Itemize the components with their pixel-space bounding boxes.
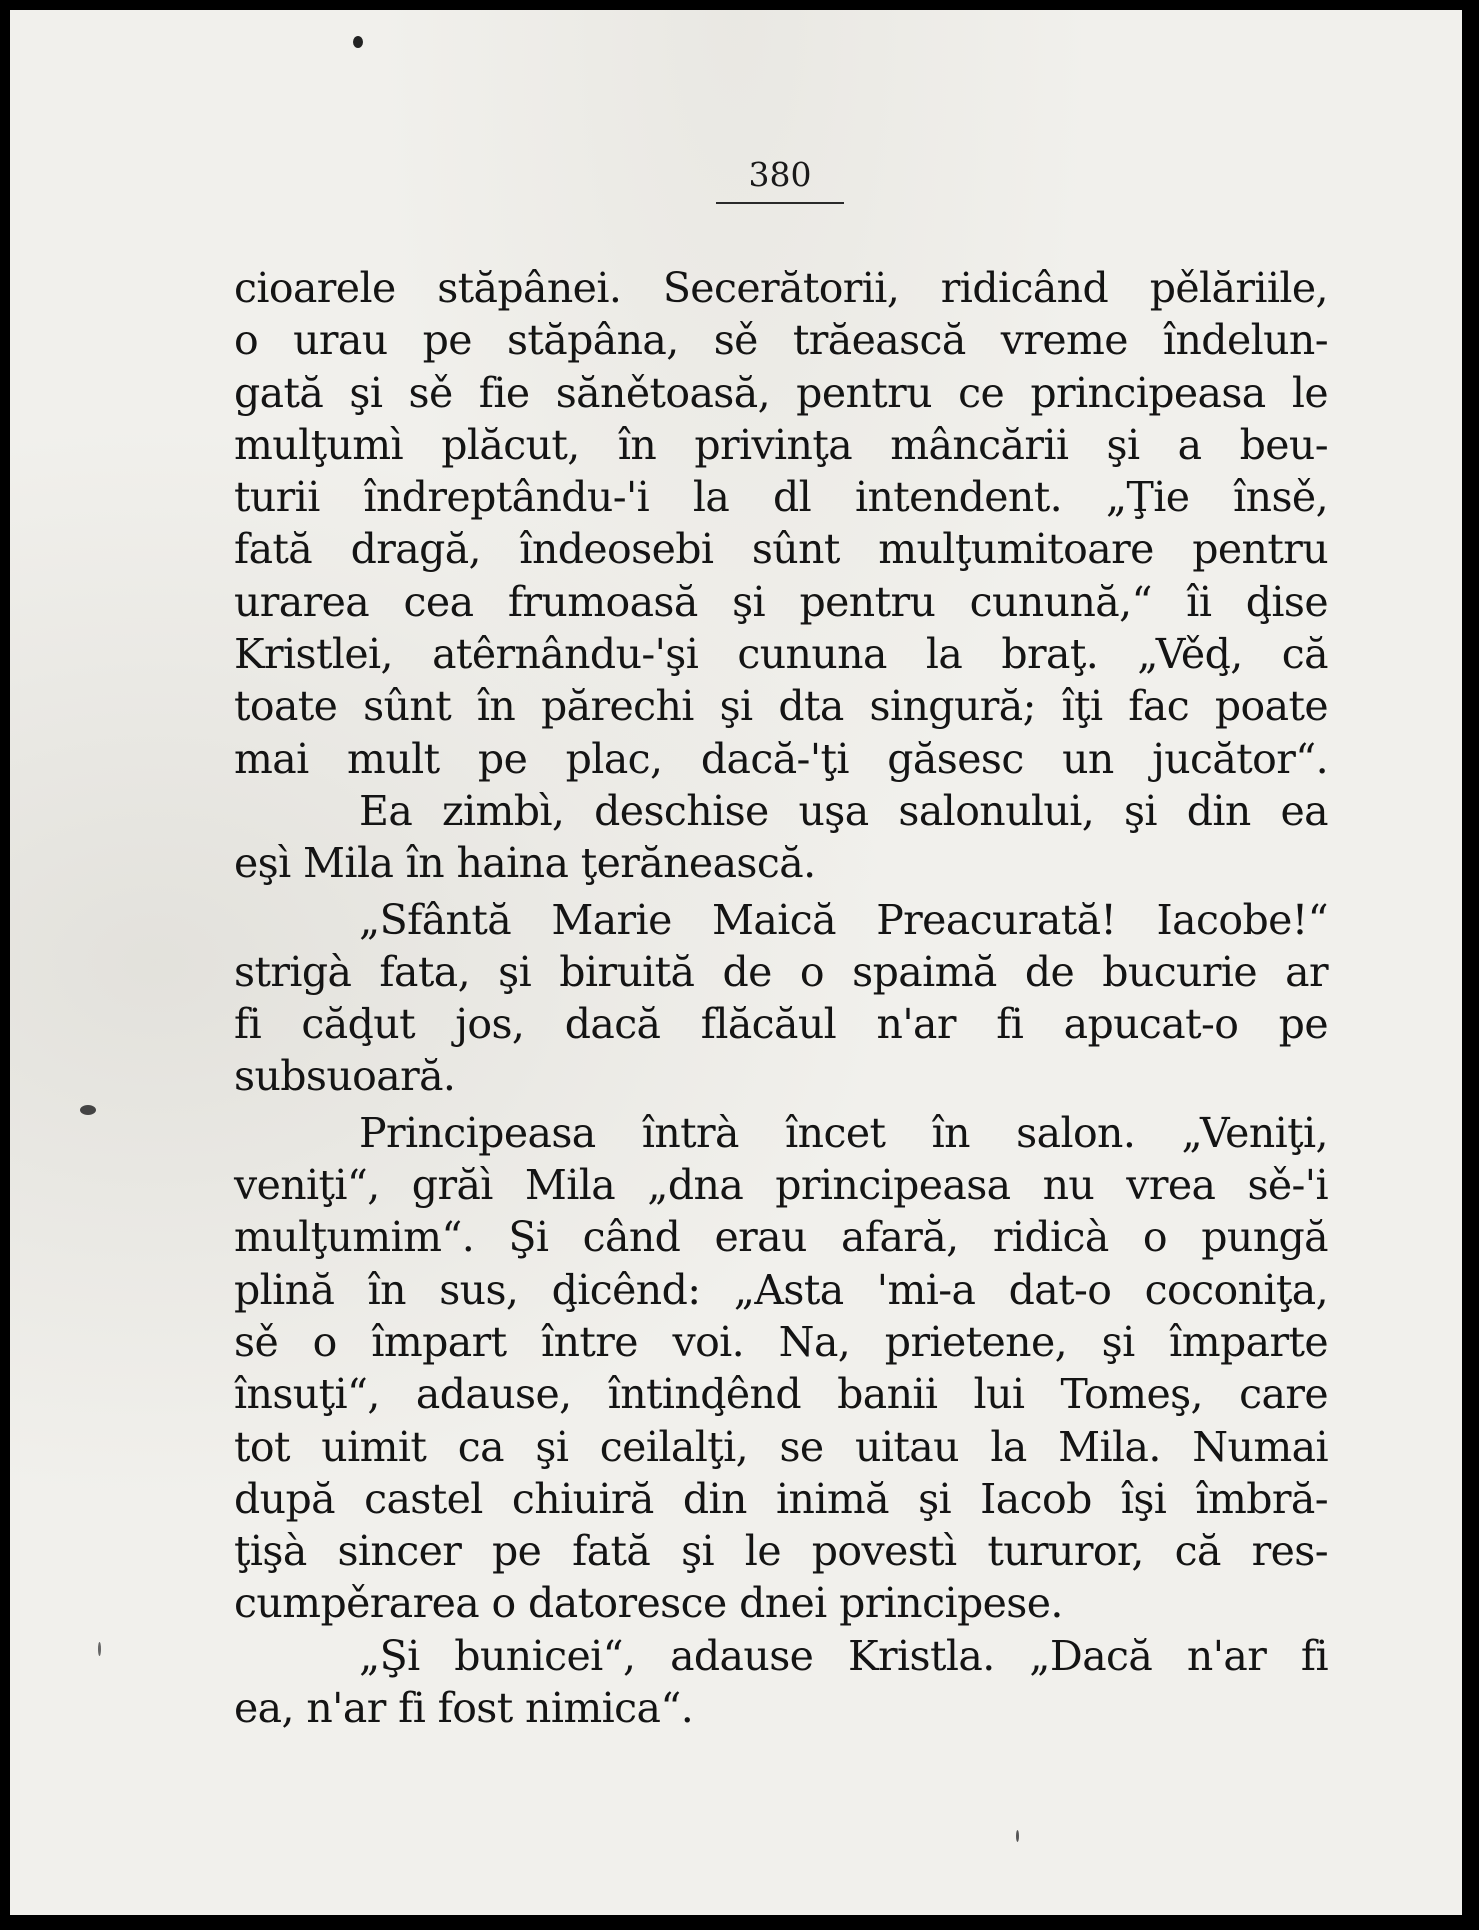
ink-speck <box>353 36 363 48</box>
text-line: fi căḑut jos, dacă flăcăul n'ar fi apucat-o pe <box>234 1000 1328 1049</box>
text-line: ea, n'ar fi fost nimica“. <box>234 1684 694 1733</box>
text-line: „Sfântă Marie Maică Preacurată! Iacobe!“ <box>359 895 1328 944</box>
ink-speck <box>80 1105 96 1115</box>
text-line: după castel chiuiră din inimă şi Iacob îşi îmbră- <box>234 1474 1328 1523</box>
text-line: „Şi bunicei“, adause Kristla. „Dacă n'ar fi <box>359 1631 1328 1680</box>
text-line: Ea zimbì, deschise uşa salonului, şi din ea <box>359 786 1328 835</box>
text-line: sě o împart între voi. Na, prietene, şi împarte <box>234 1317 1328 1366</box>
text-line: ţişà sincer pe fată şi le povestì tururor, că res- <box>234 1527 1328 1576</box>
book-page <box>10 10 1462 1915</box>
page-number-rule <box>716 202 844 204</box>
text-line: strigà fata, şi biruită de o spaimă de bucurie ar <box>234 947 1328 996</box>
text-line: urarea cea frumoasă şi pentru cunună,“ îi ḑise <box>234 577 1328 626</box>
body-text <box>234 262 1328 1734</box>
text-line: tot uimit ca şi ceilalţi, se uitau la Mila. Numai <box>234 1422 1328 1471</box>
text-line: turii îndreptându-'i la dl intendent. „Ţie însě, <box>234 473 1328 522</box>
text-line: eşì Mila în haina ţerănească. <box>234 839 816 888</box>
text-line: gată şi sě fie sănětoasă, pentru ce principeasa le <box>234 368 1328 417</box>
page-number: 380 <box>748 155 812 194</box>
text-line: Principeasa întrà încet în salon. „Veniţi, <box>359 1108 1328 1157</box>
text-line: Kristlei, atêrnându-'şi cununa la braţ. „Věḑ, că <box>234 630 1328 679</box>
text-line: subsuoară. <box>234 1052 456 1101</box>
ink-speck <box>1016 1830 1019 1842</box>
text-line: însuţi“, adause, întinḑênd banii lui Tomeş, care <box>234 1370 1328 1419</box>
text-line: mulţumì plăcut, în privinţa mâncării şi a beu- <box>234 420 1328 469</box>
text-line: veniţi“, grăì Mila „dna principeasa nu vrea sě-'i <box>234 1161 1328 1210</box>
text-line: o urau pe stăpâna, sě trăească vreme îndelun- <box>234 316 1328 365</box>
text-line: toate sûnt în părechi şi dta singură; îţi fac poate <box>234 682 1328 731</box>
ink-speck <box>98 1642 101 1656</box>
text-line: plină în sus, ḑicênd: „Asta 'mi-a dat-o coconiţa, <box>234 1265 1328 1314</box>
text-line: cumpěrarea o datoresce dnei principese. <box>234 1579 1063 1628</box>
text-line: cioarele stăpânei. Secerătorii, ridicând pělăriile, <box>234 264 1328 312</box>
text-line: mulţumim“. Şi când erau afară, ridicà o pungă <box>234 1213 1328 1262</box>
text-line: fată dragă, îndeosebi sûnt mulţumitoare pentru <box>234 525 1328 574</box>
text-line: mai mult pe plac, dacă-'ţi găsesc un jucător“. <box>234 734 1328 783</box>
